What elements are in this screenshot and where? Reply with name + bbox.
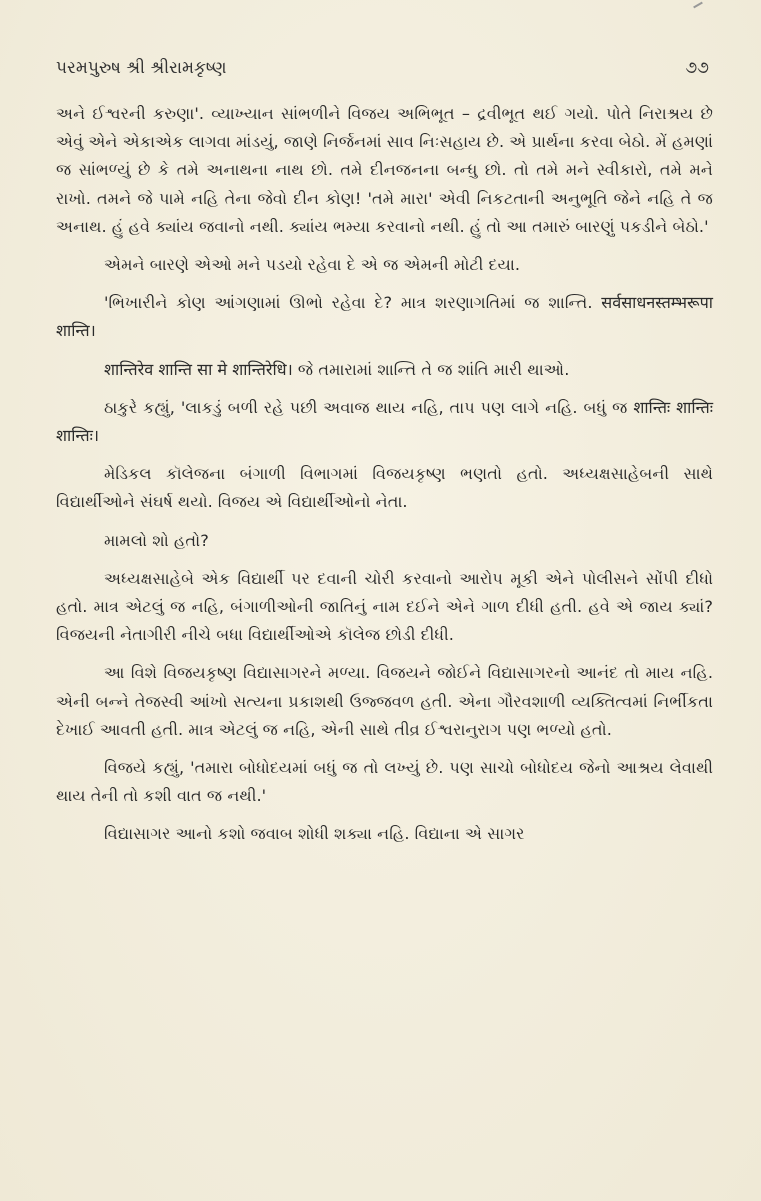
pencil-mark xyxy=(693,2,703,9)
body-text xyxy=(56,100,713,859)
paragraph-7: મામલો શો હતો? xyxy=(104,530,209,550)
paragraph-9: આ વિશે વિજયકૃષ્ણ વિદ્યાસાગરને મળ્યા. વિજયને જોઈને વિદ્યાસાગરનો આનંદ તો માય નહિ. એની બન્ને તેજસ્વી આંખો સત્યના પ્રકાશથી ઉજ્જવળ હતી. એના ગૌરવશાળી વ્યક્તિત્વમાં નિર્ભીકતા દેખાઈ આવતી હતી. માત્ર એટલું જ નહિ, એની સાથે તીવ્ર ઈશ્વરાનુરાગ પણ ભળ્યો હતો. xyxy=(56,663,713,739)
paragraph-5: ઠાકુરે કહ્યું, 'લાકડું બળી રહે પછી અવાજ થાય નહિ, તાપ પણ લાગે નહિ. બધું જ शान्तिः शान्तिः शान्तिः। xyxy=(56,397,713,446)
page-number: ૭૭ xyxy=(685,58,709,78)
paragraph-10: વિજયે કહ્યું, 'તમારા બોધોદયમાં બધું જ તો લખ્યું છે. પણ સાચો બોધોદય જેનો આશ્રય લેવાથી થાય તેની તો કશી વાત જ નથી.' xyxy=(56,758,713,806)
paragraph-2: એમને બારણે એઓ મને પડયો રહેવા દે એ જ એમની મોટી દયા. xyxy=(104,255,520,275)
running-header xyxy=(56,58,709,78)
paragraph-3: 'ભિખારીને કોણ આંગણામાં ઊભો રહેવા દે? માત્ર શરણાગતિમાં જ શાન્તિ. सर्वसाधनस्तम्भरूपा शान्ति। xyxy=(56,293,713,341)
running-title: પરમપુરુષ શ્રી શ્રીરામકૃષ્ણ xyxy=(56,58,227,78)
paragraph-6: મેડિકલ કૉલેજના બંગાળી વિભાગમાં વિજયકૃષ્ણ ભણતો હતો. અધ્યક્ષસાહેબની સાથે વિદ્યાર્થીઓને સંઘર્ષ થયો. વિજય એ વિદ્યાર્થીઓનો નેતા. xyxy=(56,464,713,512)
paragraph-4: शान्तिरेव शान्ति सा मे शान्तिरेधि। જે તમારામાં શાન્તિ તે જ શાંતિ મારી થાઓ. xyxy=(104,359,570,379)
paragraph-1: અને ઈશ્વરની કરુણા'. વ્યાખ્યાન સાંભળીને વિજય અભિભૂત – દ્રવીભૂત થઈ ગયો. પોતે નિરાશ્રય છે એવું એને એકાએક લાગવા માંડયું, જાણે નિર્જનમાં સાવ નિઃસહાય છે. એ પ્રાર્થના કરવા બેઠો. મેં હમણાં જ સાંભળ્યું છે કે તમે અનાથના નાથ છો. તમે દીનજનના બન્ધુ છો. તો તમે મને સ્વીકારો, તમે મને રાખો. તમને જે પામે નહિ તેના જેવો દીન કોણ! 'તમે મારા' એવી નિકટતાની અનુભૂતિ જેને નહિ તે જ અનાથ. હું હવે ક્યાંય જવાનો નથી. ક્યાંય ભમ્યા કરવાનો નથી. હું તો આ તમારું બારણું પકડીને બેઠો.' xyxy=(56,104,713,236)
paragraph-8: અધ્યક્ષસાહેબે એક વિદ્યાર્થી પર દવાની ચોરી કરવાનો આરોપ મૂકી એને પોલીસને સોંપી દીધો હતો. માત્ર એટલું જ નહિ, બંગાળીઓની જાતિનું નામ દઈને એને ગાળ દીધી હતી. હવે એ જાય ક્યાં? વિજયની નેતાગીરી નીચે બધા વિદ્યાર્થીઓએ કૉલેજ છોડી દીધી. xyxy=(56,568,713,645)
paragraph-11: વિદ્યાસાગર આનો કશો જવાબ શોધી શક્યા નહિ. વિદ્યાના એ સાગર xyxy=(104,824,525,844)
